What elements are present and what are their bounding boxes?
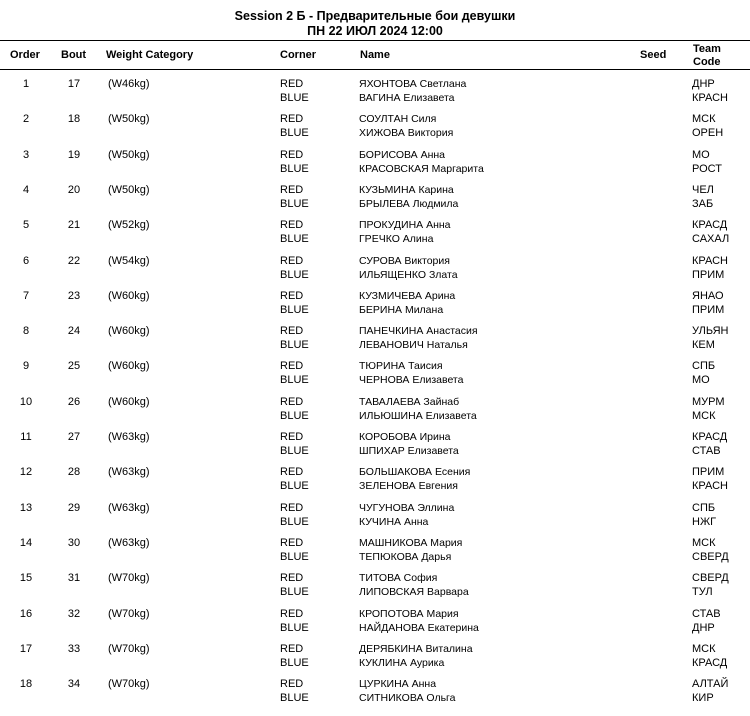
red-corner-label: RED <box>280 149 304 161</box>
red-corner-label: RED <box>280 325 304 337</box>
bout-cell: 34 <box>67 678 81 690</box>
blue-team-code: ТУЛ <box>692 586 713 598</box>
blue-fighter-name: ИЛЬЯЩЕНКО Злата <box>359 269 458 281</box>
red-team-code: МУРМ <box>692 396 725 408</box>
blue-corner-label: BLUE <box>280 586 309 598</box>
bout-cell: 19 <box>67 149 81 161</box>
red-corner-label: RED <box>280 113 304 125</box>
blue-fighter-name: ИЛЬЮШИНА Елизавета <box>359 410 477 422</box>
order-cell: 18 <box>19 678 33 690</box>
red-corner-label: RED <box>280 396 304 408</box>
blue-team-code: ЗАБ <box>692 198 714 210</box>
bout-cell: 25 <box>67 360 81 372</box>
red-team-code: МСК <box>692 537 716 549</box>
blue-fighter-name: ШПИХАР Елизавета <box>359 445 459 457</box>
blue-team-code: САХАЛ <box>692 233 730 245</box>
blue-team-code: ПРИМ <box>692 269 725 281</box>
blue-team-code: НЖГ <box>692 516 717 528</box>
session-date: ПН 22 ИЮЛ 2024 12:00 <box>307 24 443 38</box>
red-fighter-name: КОРОБОВА Ирина <box>359 431 451 443</box>
weight-cell: (W50kg) <box>108 184 150 196</box>
red-fighter-name: КРОПОТОВА Мария <box>359 608 459 620</box>
red-fighter-name: ТЮРИНА Таисия <box>359 360 443 372</box>
red-team-code: СТАВ <box>692 608 721 620</box>
blue-corner-label: BLUE <box>280 410 309 422</box>
order-cell: 12 <box>19 466 33 478</box>
blue-corner-label: BLUE <box>280 692 309 704</box>
order-cell: 8 <box>22 325 30 337</box>
red-fighter-name: СУРОВА Виктория <box>359 255 450 267</box>
blue-team-code: ПРИМ <box>692 304 725 316</box>
red-corner-label: RED <box>280 219 304 231</box>
blue-team-code: МСК <box>692 410 716 422</box>
blue-fighter-name: ГРЕЧКО Алина <box>359 233 434 245</box>
col-header-team: Team <box>693 43 721 55</box>
bout-cell: 18 <box>67 113 81 125</box>
order-cell: 15 <box>19 572 33 584</box>
red-team-code: ДНР <box>692 78 715 90</box>
order-cell: 5 <box>22 219 30 231</box>
red-corner-label: RED <box>280 255 304 267</box>
bout-cell: 22 <box>67 255 81 267</box>
red-corner-label: RED <box>280 678 304 690</box>
red-team-code: КРАСН <box>692 255 728 267</box>
red-corner-label: RED <box>280 608 304 620</box>
red-fighter-name: ТИТОВА София <box>359 572 438 584</box>
order-cell: 7 <box>22 290 30 302</box>
weight-cell: (W50kg) <box>108 113 150 125</box>
blue-fighter-name: ЛИПОВСКАЯ Варвара <box>359 586 469 598</box>
bout-cell: 24 <box>67 325 81 337</box>
weight-cell: (W60kg) <box>108 396 150 408</box>
weight-cell: (W70kg) <box>108 572 150 584</box>
blue-fighter-name: КУКЛИНА Аурика <box>359 657 445 669</box>
blue-corner-label: BLUE <box>280 304 309 316</box>
red-fighter-name: ДЕРЯБКИНА Виталина <box>359 643 473 655</box>
col-header-corner: Corner <box>280 49 317 61</box>
bout-cell: 26 <box>67 396 81 408</box>
red-corner-label: RED <box>280 643 304 655</box>
red-team-code: ЯНАО <box>692 290 724 302</box>
weight-cell: (W63kg) <box>108 502 150 514</box>
red-team-code: МО <box>692 149 710 161</box>
col-header-bout: Bout <box>61 49 87 61</box>
order-cell: 3 <box>22 149 30 161</box>
red-corner-label: RED <box>280 184 304 196</box>
red-corner-label: RED <box>280 537 304 549</box>
bout-cell: 17 <box>67 78 81 90</box>
col-header-order: Order <box>10 49 40 61</box>
red-team-code: МСК <box>692 643 716 655</box>
blue-corner-label: BLUE <box>280 516 309 528</box>
red-team-code: МСК <box>692 113 716 125</box>
blue-fighter-name: ВАГИНА Елизавета <box>359 92 455 104</box>
order-cell: 9 <box>22 360 30 372</box>
order-cell: 13 <box>19 502 33 514</box>
order-cell: 16 <box>19 608 33 620</box>
bout-cell: 27 <box>67 431 81 443</box>
blue-corner-label: BLUE <box>280 127 309 139</box>
bout-cell: 30 <box>67 537 81 549</box>
bout-cell: 28 <box>67 466 81 478</box>
red-corner-label: RED <box>280 572 304 584</box>
blue-team-code: РОСТ <box>692 163 722 175</box>
red-team-code: УЛЬЯН <box>692 325 729 337</box>
weight-cell: (W70kg) <box>108 678 150 690</box>
order-cell: 17 <box>19 643 33 655</box>
blue-team-code: КЕМ <box>692 339 715 351</box>
col-header-seed: Seed <box>640 49 667 61</box>
red-fighter-name: КУЗМИЧЕВА Арина <box>359 290 456 302</box>
red-corner-label: RED <box>280 290 304 302</box>
blue-corner-label: BLUE <box>280 339 309 351</box>
blue-team-code: СВЕРД <box>692 551 729 563</box>
blue-corner-label: BLUE <box>280 269 309 281</box>
red-fighter-name: БОРИСОВА Анна <box>359 149 446 161</box>
red-corner-label: RED <box>280 502 304 514</box>
red-team-code: СПБ <box>692 360 716 372</box>
red-fighter-name: СОУЛТАН Силя <box>359 113 437 125</box>
red-team-code: ЧЕЛ <box>692 184 714 196</box>
blue-corner-label: BLUE <box>280 374 309 386</box>
red-fighter-name: ПАНЕЧКИНА Анастасия <box>359 325 478 337</box>
bout-cell: 33 <box>67 643 81 655</box>
red-team-code: СВЕРД <box>692 572 729 584</box>
bout-cell: 31 <box>67 572 81 584</box>
red-fighter-name: МАШНИКОВА Мария <box>359 537 463 549</box>
red-team-code: КРАСД <box>692 431 728 443</box>
blue-team-code: КРАСД <box>692 657 728 669</box>
weight-cell: (W54kg) <box>108 255 150 267</box>
red-fighter-name: ЧУГУНОВА Эллина <box>359 502 455 514</box>
red-fighter-name: ЯХОНТОВА Светлана <box>359 78 467 90</box>
bout-cell: 20 <box>67 184 81 196</box>
page-title: Session 2 Б - Предварительные бои девушки <box>234 9 516 23</box>
blue-corner-label: BLUE <box>280 233 309 245</box>
blue-fighter-name: КУЧИНА Анна <box>359 516 429 528</box>
blue-team-code: СТАВ <box>692 445 721 457</box>
order-cell: 1 <box>22 78 30 90</box>
blue-fighter-name: ТЕПЮКОВА Дарья <box>359 551 452 563</box>
blue-corner-label: BLUE <box>280 622 309 634</box>
weight-cell: (W70kg) <box>108 608 150 620</box>
weight-cell: (W60kg) <box>108 360 150 372</box>
red-team-code: КРАСД <box>692 219 728 231</box>
blue-fighter-name: БРЫЛЕВА Людмила <box>359 198 459 210</box>
blue-corner-label: BLUE <box>280 551 309 563</box>
order-cell: 2 <box>22 113 30 125</box>
col-header-code: Code <box>693 56 721 68</box>
blue-fighter-name: ХИЖОВА Виктория <box>359 127 454 139</box>
red-corner-label: RED <box>280 360 304 372</box>
blue-fighter-name: ЧЕРНОВА Елизавета <box>359 374 464 386</box>
blue-team-code: КРАСН <box>692 480 728 492</box>
red-fighter-name: ПРОКУДИНА Анна <box>359 219 451 231</box>
blue-fighter-name: СИТНИКОВА Ольга <box>359 692 456 704</box>
blue-corner-label: BLUE <box>280 198 309 210</box>
blue-corner-label: BLUE <box>280 480 309 492</box>
blue-team-code: ОРЕН <box>692 127 724 139</box>
order-cell: 11 <box>20 431 32 443</box>
blue-fighter-name: ЛЕВАНОВИЧ Наталья <box>359 339 468 351</box>
order-cell: 6 <box>22 255 30 267</box>
weight-cell: (W63kg) <box>108 431 150 443</box>
red-fighter-name: ЦУРКИНА Анна <box>359 678 437 690</box>
blue-fighter-name: КРАСОВСКАЯ Маргарита <box>359 163 484 175</box>
weight-cell: (W52kg) <box>108 219 150 231</box>
blue-team-code: МО <box>692 374 710 386</box>
col-header-name: Name <box>360 49 390 61</box>
red-corner-label: RED <box>280 466 304 478</box>
weight-cell: (W60kg) <box>108 290 150 302</box>
red-team-code: СПБ <box>692 502 716 514</box>
bout-cell: 23 <box>67 290 81 302</box>
bout-cell: 29 <box>67 502 81 514</box>
bout-cell: 32 <box>67 608 81 620</box>
order-cell: 14 <box>19 537 33 549</box>
col-header-weight: Weight Category <box>106 49 194 61</box>
blue-corner-label: BLUE <box>280 657 309 669</box>
weight-cell: (W50kg) <box>108 149 150 161</box>
weight-cell: (W70kg) <box>108 643 150 655</box>
red-team-code: АЛТАЙ <box>692 678 729 690</box>
blue-team-code: КИР <box>692 692 714 704</box>
order-cell: 4 <box>22 184 30 196</box>
red-team-code: ПРИМ <box>692 466 725 478</box>
red-corner-label: RED <box>280 78 304 90</box>
weight-cell: (W63kg) <box>108 466 150 478</box>
blue-fighter-name: БЕРИНА Милана <box>359 304 444 316</box>
blue-corner-label: BLUE <box>280 445 309 457</box>
blue-corner-label: BLUE <box>280 163 309 175</box>
blue-team-code: ДНР <box>692 622 715 634</box>
blue-fighter-name: ЗЕЛЕНОВА Евгения <box>359 480 458 492</box>
blue-team-code: КРАСН <box>692 92 728 104</box>
weight-cell: (W63kg) <box>108 537 150 549</box>
red-corner-label: RED <box>280 431 304 443</box>
blue-fighter-name: НАЙДАНОВА Екатерина <box>359 622 479 634</box>
order-cell: 10 <box>19 396 33 408</box>
blue-corner-label: BLUE <box>280 92 309 104</box>
weight-cell: (W60kg) <box>108 325 150 337</box>
weight-cell: (W46kg) <box>108 78 150 90</box>
bout-cell: 21 <box>67 219 81 231</box>
red-fighter-name: КУЗЬМИНА Карина <box>359 184 454 196</box>
red-fighter-name: ТАВАЛАЕВА Зайнаб <box>359 396 460 408</box>
red-fighter-name: БОЛЬШАКОВА Есения <box>359 466 471 478</box>
